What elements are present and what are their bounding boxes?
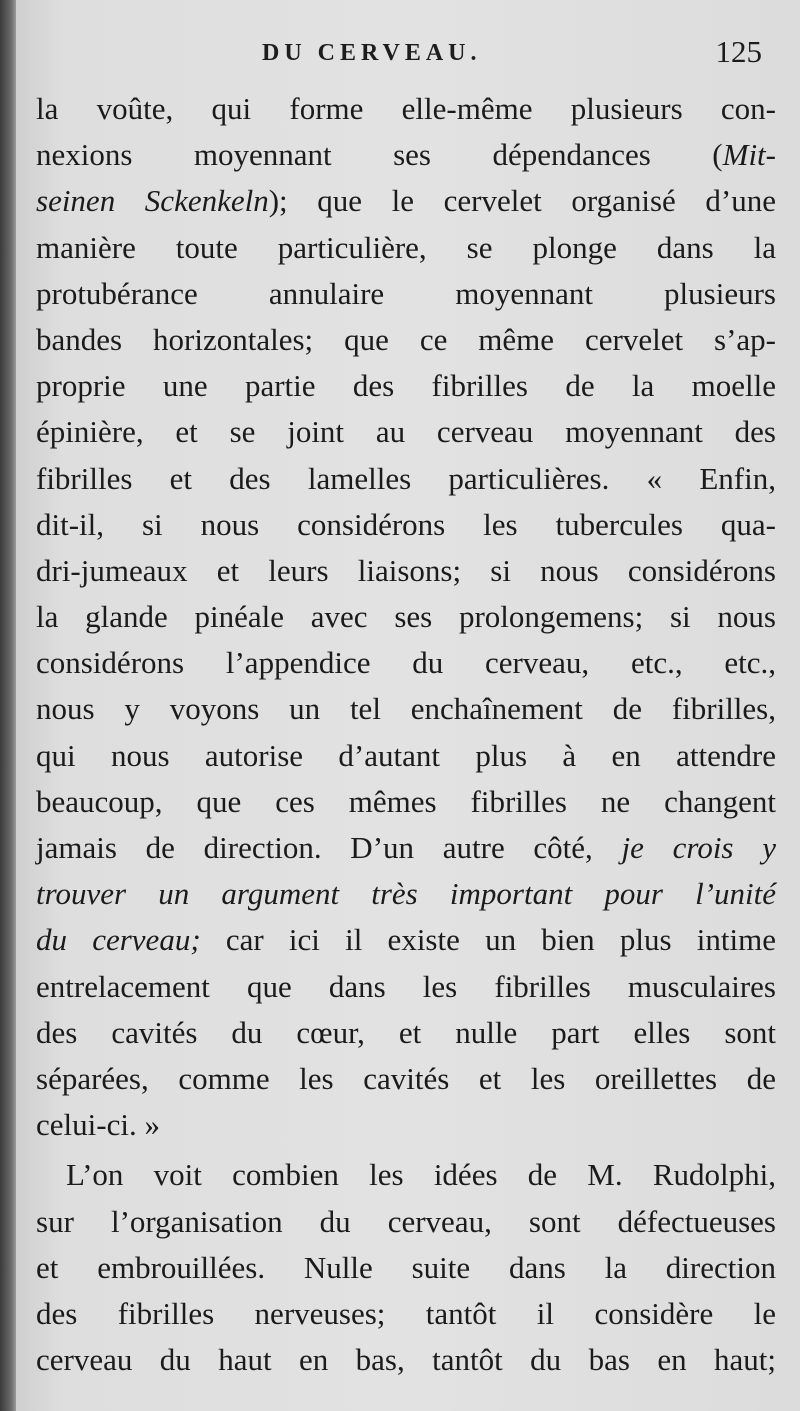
- text-line: du cerveau; car ici il existe un bien plus intime: [36, 922, 776, 958]
- text-line: qui nous autorise d’autant plus à en attendre: [36, 737, 776, 773]
- text-line: fibrilles et des lamelles particulières. « Enfin,: [36, 460, 776, 496]
- text-line: protubérance annulaire moyennant plusieurs: [36, 275, 776, 311]
- text-line: des fibrilles nerveuses; tantôt il considère le: [36, 1295, 776, 1331]
- running-head: DU CERVEAU.: [262, 40, 482, 66]
- text-line: la voûte, qui forme elle-même plusieurs con-: [36, 91, 776, 126]
- text-line: sur l’organisation du cerveau, sont défectueuses: [36, 1203, 776, 1239]
- text-line: beaucoup, que ces mêmes fibrilles ne changent: [36, 783, 776, 819]
- text-line: nexions moyennant ses dépendances (Mit-: [36, 137, 776, 173]
- text-line: considérons l’appendice du cerveau, etc., etc.,: [36, 645, 776, 681]
- text-line: seinen Sckenkeln); que le cervelet organisé d’une: [36, 183, 777, 219]
- text-line: nous y voyons un tel enchaînement de fibrilles,: [36, 691, 776, 727]
- text-line: L’on voit combien les idées de M. Rudolphi,: [66, 1157, 776, 1193]
- text-line: épinière, et se joint au cerveau moyennant des: [36, 414, 776, 450]
- text-line: jamais de direction. D’un autre côté, je crois y: [36, 830, 776, 865]
- text-line: la glande pinéale avec ses prolongemens; si nous: [36, 599, 776, 635]
- scan-edge: [0, 0, 16, 1411]
- text-line: cerveau du haut en bas, tantôt du bas en haut;: [36, 1342, 776, 1378]
- book-page: [16, 0, 800, 1411]
- text-line: proprie une partie des fibrilles de la moelle: [36, 368, 776, 404]
- text-line: entrelacement que dans les fibrilles musculaires: [36, 968, 776, 1004]
- text-line: celui-ci. »: [36, 1107, 160, 1143]
- page-number: 125: [715, 34, 762, 69]
- text-line: dit-il, si nous considérons les tubercules qua-: [36, 506, 776, 542]
- text-line: des cavités du cœur, et nulle part elles sont: [36, 1014, 776, 1050]
- page-header: [16, 34, 800, 80]
- text-line: dri-jumeaux et leurs liaisons; si nous considérons: [36, 552, 776, 588]
- text-line: bandes horizontales; que ce même cervelet s’ap-: [36, 321, 776, 357]
- text-line: manière toute particulière, se plonge dans la: [36, 229, 776, 265]
- text-line: séparées, comme les cavités et les oreillettes de: [36, 1060, 776, 1096]
- text-line: trouver un argument très important pour l’unité: [36, 876, 776, 912]
- text-line: et embrouillées. Nulle suite dans la direction: [36, 1249, 776, 1285]
- body-text: [36, 86, 776, 1383]
